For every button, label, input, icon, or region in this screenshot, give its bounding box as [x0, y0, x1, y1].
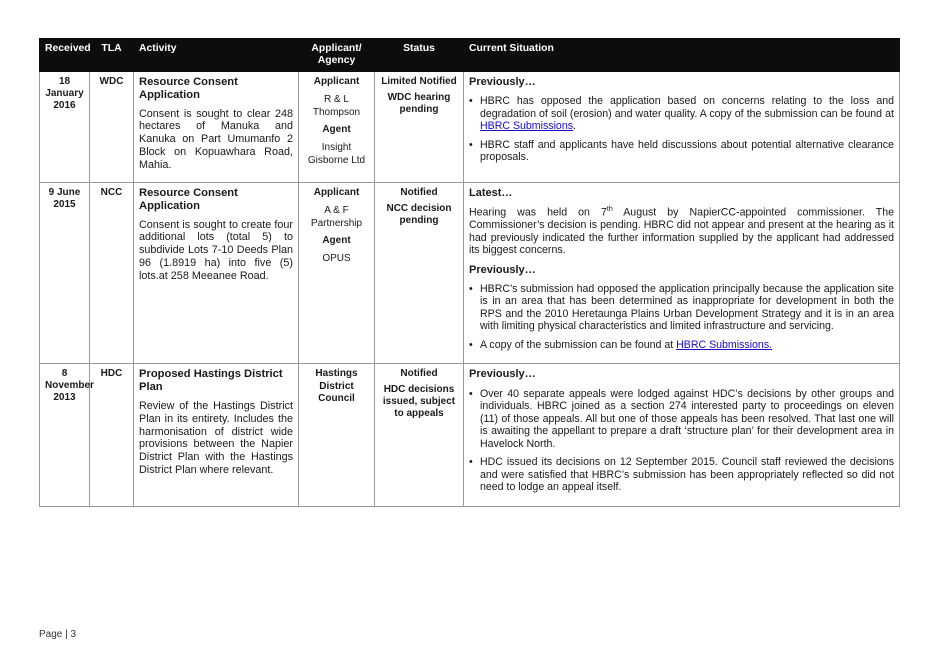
- situation-bullet: • HBRC staff and applicants have held discussions about potential alternative clearance proposals.: [469, 139, 894, 164]
- table-row: [40, 364, 900, 506]
- received-date: [40, 364, 94, 506]
- tla-code: WDC: [90, 71, 134, 182]
- header-tla: TLA: [90, 39, 134, 72]
- status-cell: [375, 182, 464, 363]
- received-line: 18: [58, 75, 71, 87]
- consents-table: [39, 38, 900, 507]
- received-date: [40, 71, 90, 182]
- situation-bullet: • HDC issued its decisions on 12 September 2015. Council staff reviewed the decisions and were satisfied that HBRC’s submission has been appropriately reflected so did not need to lodge an appeal itself.: [469, 456, 894, 494]
- applicant-name: [304, 93, 369, 119]
- status-secondary: WDC hearing pending: [387, 91, 451, 115]
- previously-heading: Previously…: [469, 75, 536, 88]
- agency-name-line: Council: [318, 393, 355, 405]
- situation-list: [469, 388, 894, 494]
- hbrc-submissions-link[interactable]: HBRC Submissions: [480, 120, 574, 133]
- latest-paragraph: [469, 206, 894, 257]
- applicant-label: Applicant: [313, 75, 360, 87]
- activity-description: Consent is sought to clear 248 hectares of Manuka and Kanuka on Part Umumanfo 2 Block on Kopuawhara Road, Mahia.: [139, 107, 293, 171]
- applicant-name-line: R & L: [323, 93, 349, 105]
- agency-name-line: Hastings: [315, 368, 358, 380]
- applicant-name-line: Partnership: [310, 217, 363, 229]
- agent-label: Agent: [322, 123, 351, 135]
- received-date: [40, 182, 90, 363]
- current-situation-cell: [464, 182, 900, 363]
- agent-name: [304, 141, 369, 167]
- bullet-text: A copy of the submission can be found at: [480, 338, 677, 351]
- situation-bullet: • Over 40 separate appeals were lodged against HDC’s decisions by other groups and individuals. HBRC joined as a section 274 interested party to proceedings on eleven (11) of those appeals. All but one of those appeals has been resolved. That last one will is awaiting the appellant to prepare a draft ‘structure plan’ for their development area in Havelock North.: [469, 388, 894, 451]
- previously-heading: Previously…: [469, 263, 536, 276]
- status-primary: Limited Notified: [381, 75, 457, 87]
- applicant-name-line: Thompson: [312, 106, 361, 118]
- activity-title: Resource Consent Application: [139, 186, 238, 212]
- latest-heading: Latest…: [469, 186, 513, 199]
- header-applicant: [299, 39, 375, 72]
- header-row: [40, 39, 900, 72]
- agent-label: Agent: [322, 234, 351, 246]
- tla-code: HDC: [90, 364, 134, 506]
- activity-cell: [134, 364, 299, 506]
- table-row: [40, 182, 900, 363]
- hbrc-submissions-link[interactable]: HBRC Submissions.: [676, 338, 773, 351]
- received-line: 9 June: [48, 186, 81, 198]
- status-secondary: HDC decisions issued, subject to appeals: [382, 384, 456, 420]
- agency-name: [304, 368, 369, 406]
- applicant-cell: [299, 71, 375, 182]
- received-line: January: [45, 87, 84, 99]
- received-line: 2016: [53, 99, 76, 111]
- header-received: Received: [40, 39, 90, 72]
- table-row: [40, 71, 900, 182]
- status-secondary: NCC decision pending: [386, 202, 452, 226]
- received-line: 2015: [53, 198, 76, 210]
- header-applicant-line1: Applicant/: [311, 43, 362, 54]
- situation-bullet: [469, 339, 894, 352]
- situation-list: [469, 95, 894, 164]
- agent-name-line: Insight: [321, 141, 352, 153]
- current-situation-cell: [464, 364, 900, 506]
- tla-code: NCC: [90, 182, 134, 363]
- situation-bullet: • HBRC’s submission had opposed the application principally because the application site is in an area that has been determined as inappropriate for development in both the RPS and the 2010 Heretaunga Plains Urban Development Strategy and it is in an area with limiting physical characteristics and limited infrastructure and servicing.: [469, 283, 894, 333]
- applicant-name: [304, 204, 369, 230]
- applicant-name-line: A & F: [324, 204, 349, 216]
- agent-name-line: Gisborne Ltd: [307, 154, 366, 166]
- bullet-text-end: .: [573, 120, 576, 133]
- activity-title: Proposed Hastings District Plan: [139, 368, 283, 394]
- applicant-label: Applicant: [313, 186, 360, 198]
- status-cell: [375, 71, 464, 182]
- header-current-situation: Current Situation: [464, 39, 900, 72]
- header-applicant-line2: Agency: [317, 55, 356, 67]
- latest-text-rest: August by NapierCC-appointed commissioner. The Commissioner’s decision is pending. HBRC did not appear and present at the hearing as it had previously indicated the further information supplied by the applicant had addressed its biggest concerns.: [469, 206, 894, 257]
- status-primary: Notified: [400, 368, 438, 380]
- activity-description: Consent is sought to create four additional lots (total 5) to subdivide Lots 7-10 Deeds Plan 96 (1.8919 ha) into five (5) lots.at 258 Meeanee Road.: [139, 218, 293, 282]
- page-number-footer: Page | 3: [39, 629, 77, 640]
- activity-title: Resource Consent Application: [139, 75, 238, 101]
- previously-heading: Previously…: [469, 368, 536, 381]
- activity-description: Review of the Hastings District Plan in its entirety. Includes the harmonisation of district wide provisions between the Napier District Plan with the Hastings District Plan where relevant.: [139, 400, 293, 476]
- current-situation-cell: [464, 71, 900, 182]
- received-line: November: [45, 380, 94, 392]
- received-line: 8: [61, 368, 68, 380]
- agency-name-line: District: [319, 380, 354, 392]
- received-line: 2013: [53, 392, 76, 404]
- activity-cell: [134, 182, 299, 363]
- agent-name: OPUS: [322, 252, 351, 264]
- activity-cell: [134, 71, 299, 182]
- latest-text: Hearing was held on 7: [469, 206, 607, 219]
- situation-bullet: [469, 95, 894, 133]
- header-status: Status: [375, 39, 464, 72]
- status-cell: [375, 364, 464, 506]
- header-activity: Activity: [134, 39, 299, 72]
- applicant-cell: [299, 182, 375, 363]
- applicant-cell: [299, 364, 375, 506]
- ordinal-suffix: th: [606, 206, 613, 214]
- situation-list: [469, 283, 894, 352]
- status-primary: Notified: [400, 186, 438, 198]
- bullet-text: HBRC has opposed the application based on concerns relating to the loss and degradation of soil (erosion) and water quality. A copy of the submission can be found at: [480, 95, 894, 120]
